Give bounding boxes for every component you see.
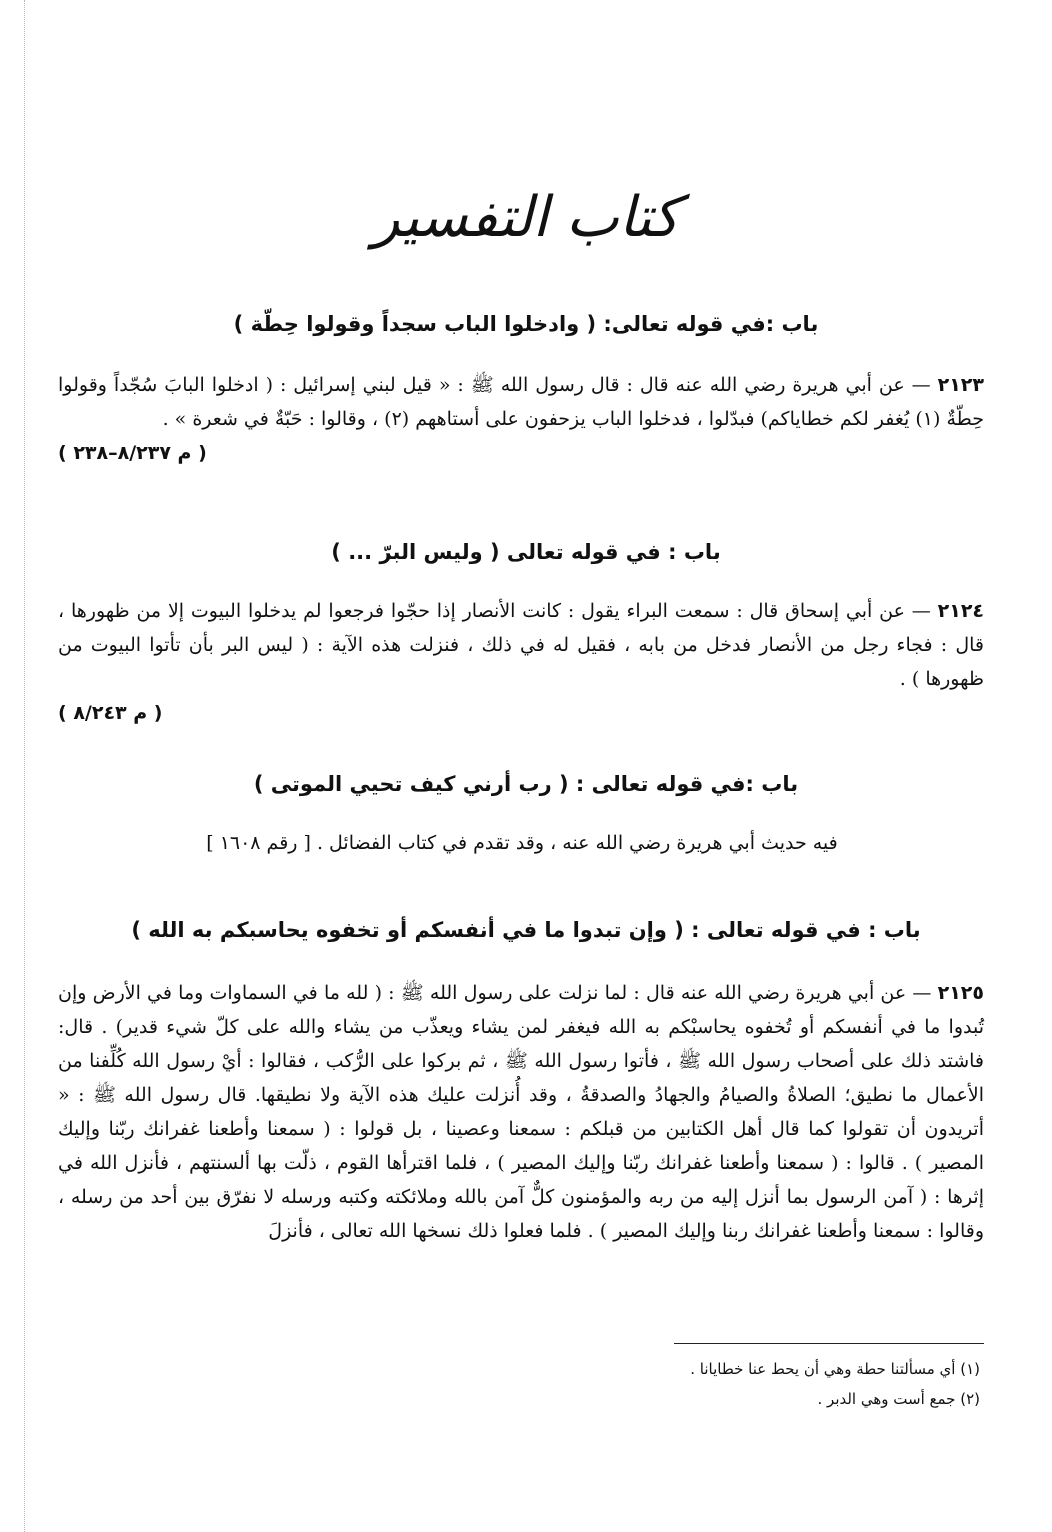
hadith-2125 — [58, 976, 984, 1248]
hadith-number: ٢١٢٤ — [937, 600, 985, 622]
footnote-2: (٢) جمع أست وهي الدبر . — [817, 1390, 980, 1408]
hadith-2123 — [58, 368, 984, 470]
footnote-divider — [674, 1343, 984, 1344]
footnote-1: (١) أي مسألتنا حطة وهي أن يحط عنا خطايانا . — [690, 1360, 980, 1378]
hadith-text: — عن أبي إسحاق قال : سمعت البراء يقول : كانت الأنصار إذا حجّوا فرجعوا لم يدخلوا البيوت إلا من ظهورها ، قال : فجاء رجل من الأنصار فدخل من بابه ، فقيل له في ذلك ، فنزلت هذه الآية : ( ليس البر بأن تأتوا البيوت من ظهورها ) . — [58, 600, 984, 690]
hadith-number: ٢١٢٣ — [937, 374, 984, 396]
section-heading-4: باب : في قوله تعالى : ( وإن تبدوا ما في أنفسكم أو تخفوه يحاسبكم به الله ) — [131, 918, 921, 942]
hadith-text: — عن أبي هريرة رضي الله عنه قال : قال رسول الله ﷺ : « قيل لبني إسرائيل : ( ادخلوا البابَ سُجّداً وقولوا حِطّةٌ (١) يُغفر لكم خطاياكم) فبدّلوا ، فدخلوا الباب يزحفون على أستاههم (٢) ، وقالوا : حَبّةٌ في شعرة » . — [58, 374, 984, 430]
section-heading-3: باب :في قوله تعالى : ( رب أرني كيف تحيي الموتى ) — [253, 772, 799, 796]
hadith-text: — عن أبي هريرة رضي الله عنه قال : لما نزلت على رسول الله ﷺ : ( لله ما في السماوات وما في الأرض وإن تُبدوا ما في أنفسكم أو تُخفوه يحاسبْكم به الله فيغفر لمن يشاء ويعذّب من يشاء والله على كلّ شيء قدير) . قال: فاشتد ذلك على أصحاب رسول الله ﷺ ، فأتوا رسول الله ﷺ ، ثم بركوا على الرُّكب ، فقالوا : أيْ رسول الله كُلِّفنا من الأعمال ما نطيق؛ الصلاةُ والصيامُ والجهادُ والصدقةُ ، وقد أُنزلت عليك هذه الآية ولا نطيقها. قال رسول الله ﷺ : « أتريدون أن تقولوا كما قال أهل الكتابين من قبلكم : سمعنا وعصينا ، بل قولوا : ( سمعنا وأطعنا غفرانك ربّنا وإليك المصير ) . قالوا : ( سمعنا وأطعنا غفرانك ربّنا وإليك المصير ) ، فلما اقترأها القوم ، ذلّت بها ألسنتهم ، فأنزل الله في إثرها : ( آمن الرسول بما أنزل إليه من ربه والمؤمنون كلٌّ آمن بالله وملائكته وكتبه ورسله لا نفرّق بين أحد من رسله ، وقالوا : سمعنا وأطعنا غفرانك ربنا وإليك المصير ) . فلما فعلوا ذلك نسخها الله تعالى ، فأنزلَ — [58, 982, 984, 1242]
book-title: كتاب التفسير — [372, 185, 680, 250]
hadith-number: ٢١٢٥ — [937, 982, 984, 1004]
hadith-reference: ( م ٨/٢٤٣ ) — [58, 702, 163, 724]
hadith-2124 — [58, 594, 984, 730]
hadith-reference: ( م ٨/٢٣٧–٢٣٨ ) — [58, 442, 207, 464]
cross-reference-note: فيه حديث أبي هريرة رضي الله عنه ، وقد تقدم في كتاب الفضائل . [ رقم ١٦٠٨ ] — [206, 832, 838, 854]
section-heading-2: باب : في قوله تعالى ( وليس البرّ ... ) — [331, 540, 721, 564]
section-heading-1: باب :في قوله تعالى: ( وادخلوا الباب سجداً وقولوا حِطّة ) — [233, 312, 819, 336]
